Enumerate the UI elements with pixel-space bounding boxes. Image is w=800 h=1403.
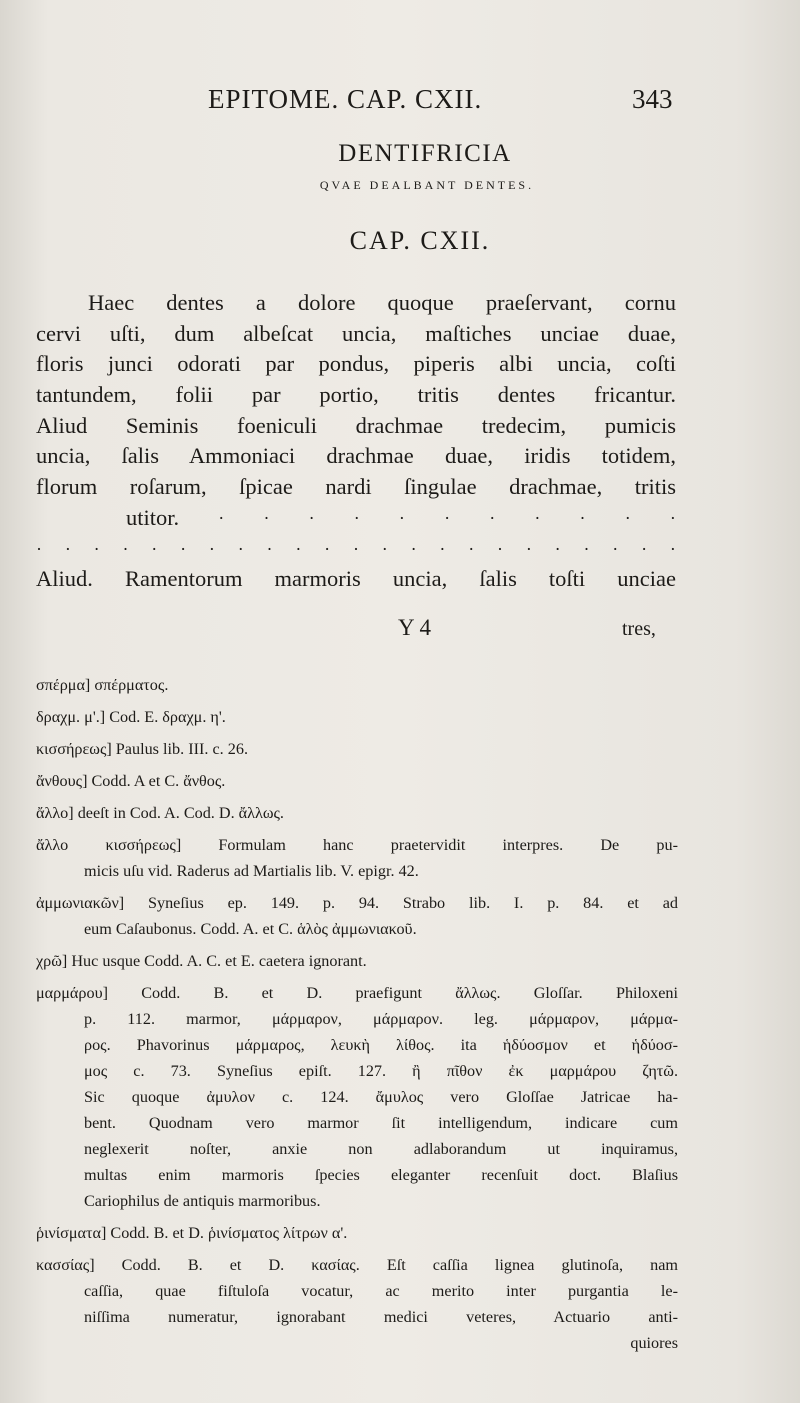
footnote-line: micis uſu vid. Raderus ad Martialis lib. V. epigr. 42.	[84, 862, 419, 880]
dot: ·	[180, 538, 187, 559]
dot: ·	[468, 538, 475, 559]
footnote-line: ἄλλο] deeſt in Cod. A. Cod. D. ἄλλως.	[36, 804, 284, 822]
dot: ·	[266, 538, 273, 559]
dot: ·	[497, 538, 503, 559]
dot-leader-line	[36, 534, 676, 565]
chapter-title: DENTIFRICIA	[338, 140, 512, 167]
footnote	[36, 980, 678, 1214]
dot: ·	[308, 507, 315, 528]
dot: ·	[410, 538, 417, 559]
chapter-subtitle: QVAE DEALBANT DENTES.	[319, 178, 535, 192]
dot: ·	[579, 507, 586, 528]
footnote-line: Sic quoque ἀμυλον c. 124. ἄμυλος vero Gloſſae Jatricae ha-	[84, 1088, 678, 1106]
body-line: Aliud. Ramentorum marmoris uncia, ſalis toſti unciae	[36, 566, 676, 592]
dot: ·	[669, 507, 676, 528]
main-text	[36, 288, 676, 595]
dot: ·	[324, 538, 331, 559]
body-line: tantundem, folii par portio, tritis dentes fricantur.	[36, 382, 676, 408]
dot: ·	[237, 538, 244, 559]
footnote-line: eum Caſaubonus. Codd. A. et C. ἁλὸς ἀμμωνιακοῦ.	[84, 920, 417, 938]
dot: ·	[36, 538, 42, 559]
footnote	[36, 800, 678, 826]
body-line: Aliud Seminis foeniculi drachmae tredecim, pumicis	[36, 412, 676, 438]
dot: ·	[554, 538, 561, 559]
footnote	[36, 1220, 678, 1246]
dot: ·	[208, 538, 215, 559]
footnote-line: neglexerit noſter, anxie non adlaborandum ut inquiramus,	[84, 1140, 678, 1158]
signature-mark: Y 4	[398, 615, 432, 640]
footnote-line: ἀμμωνιακῶν] Syneſius ep. 149. p. 94. Strabo lib. I. p. 84. et ad	[36, 894, 678, 912]
dot: ·	[525, 538, 532, 559]
footnote-line: caſſia, quae fiſtuloſa vocatur, ac merito inter purgantia le-	[84, 1282, 678, 1300]
dot: ·	[583, 538, 590, 559]
dot: ·	[352, 538, 359, 559]
footnote	[36, 890, 678, 942]
footnote-line: bent. Quodnam vero marmor ſit intelligendum, indicare cum	[84, 1114, 678, 1132]
body-line: floris junci odorati par pondus, piperis albi uncia, coſti	[36, 351, 676, 377]
body-line: uncia, ſalis Ammoniaci drachmae duae, iridis totidem,	[36, 443, 676, 469]
footnote-line: μαρμάρου] Codd. B. et D. praefigunt ἄλλως. Gloſſar. Philoxeni	[36, 984, 678, 1002]
footnote-line: ἄλλο κισσήρεως] Formulam hanc praetervidit interpres. De pu-	[36, 836, 678, 854]
body-line: Haec dentes a dolore quoque praeſervant, cornu	[88, 290, 676, 315]
dot: ·	[624, 507, 631, 528]
dot: ·	[64, 538, 71, 559]
dot: ·	[398, 507, 405, 528]
dot: ·	[612, 538, 619, 559]
catchword: tres,	[622, 618, 656, 640]
dot: ·	[669, 538, 676, 559]
footnote	[36, 704, 678, 730]
footnote-line: κασσίας] Codd. B. et D. κασίας. Eſt caſſia lignea glutinoſa, nam	[36, 1256, 678, 1274]
footnotes	[36, 672, 678, 1362]
footnote	[36, 948, 678, 974]
dot: ·	[295, 538, 302, 559]
footnote-line: p. 112. marmor, μάρμαρον, μάρμαρον. leg. μάρμαρον, μάρμα-	[84, 1010, 678, 1028]
page-number: 343	[632, 84, 673, 114]
dot: ·	[534, 507, 541, 528]
footnote	[36, 736, 678, 762]
dot: ·	[444, 507, 451, 528]
footnote-line: σπέρμα] σπέρματος.	[36, 676, 169, 694]
dot: ·	[381, 538, 388, 559]
body-line: florum roſarum, ſpicae nardi ſingulae drachmae, tritis	[36, 474, 676, 500]
dot-leader-line	[36, 503, 676, 534]
footnote-line: niſſima numeratur, ignorabant medici veteres, Actuario anti-	[84, 1308, 678, 1326]
dot: ·	[489, 507, 496, 528]
footnote-line: multas enim marmoris ſpecies eleganter recenſuit doct. Blaſius	[84, 1166, 678, 1184]
footnote-line: μος c. 73. Syneſius epiſt. 127. ἢ πῖθον ἐκ μαρμάρου ζητῶ.	[84, 1062, 678, 1080]
footnote	[36, 832, 678, 884]
footnote-line: κισσήρεως] Paulus lib. III. c. 26.	[36, 740, 248, 758]
dot: ·	[263, 507, 270, 528]
footnote-line: Cariophilus de antiquis marmoribus.	[84, 1192, 321, 1210]
dot: ·	[151, 538, 158, 559]
dot: ·	[439, 538, 446, 559]
footnote-line: χρῶ] Huc usque Codd. A. C. et E. caetera ignorant.	[36, 952, 367, 970]
dot: ·	[353, 507, 360, 528]
footnote-line: quiores	[630, 1334, 678, 1352]
body-line: cervi uſti, dum albeſcat uncia, maſtiches unciae duae,	[36, 320, 676, 346]
footnote-line: ῥινίσματα] Codd. B. et D. ῥινίσματος λίτρων α'.	[36, 1224, 348, 1242]
dot: ·	[218, 507, 225, 528]
footnote	[36, 672, 678, 698]
body-line: utitor.	[126, 504, 180, 530]
footnote-line: ρος. Phavorinus μάρμαρος, λευκὴ λίθος. ita ἡδύοσμον et ἡδύοσ-	[84, 1036, 678, 1054]
dot: ·	[641, 538, 648, 559]
footnote-line: δραχμ. μ'.] Cod. E. δραχμ. η'.	[36, 708, 226, 726]
running-head	[0, 84, 800, 120]
dot: ·	[122, 538, 129, 559]
footnote	[36, 768, 678, 794]
chapter-label: CAP. CXII.	[349, 226, 491, 255]
dot: ·	[93, 538, 100, 559]
running-title: EPITOME. CAP. CXII.	[208, 84, 483, 114]
footnote	[36, 1252, 678, 1356]
footnote-line: ἄνθους] Codd. A et C. ἄνθος.	[36, 772, 226, 790]
